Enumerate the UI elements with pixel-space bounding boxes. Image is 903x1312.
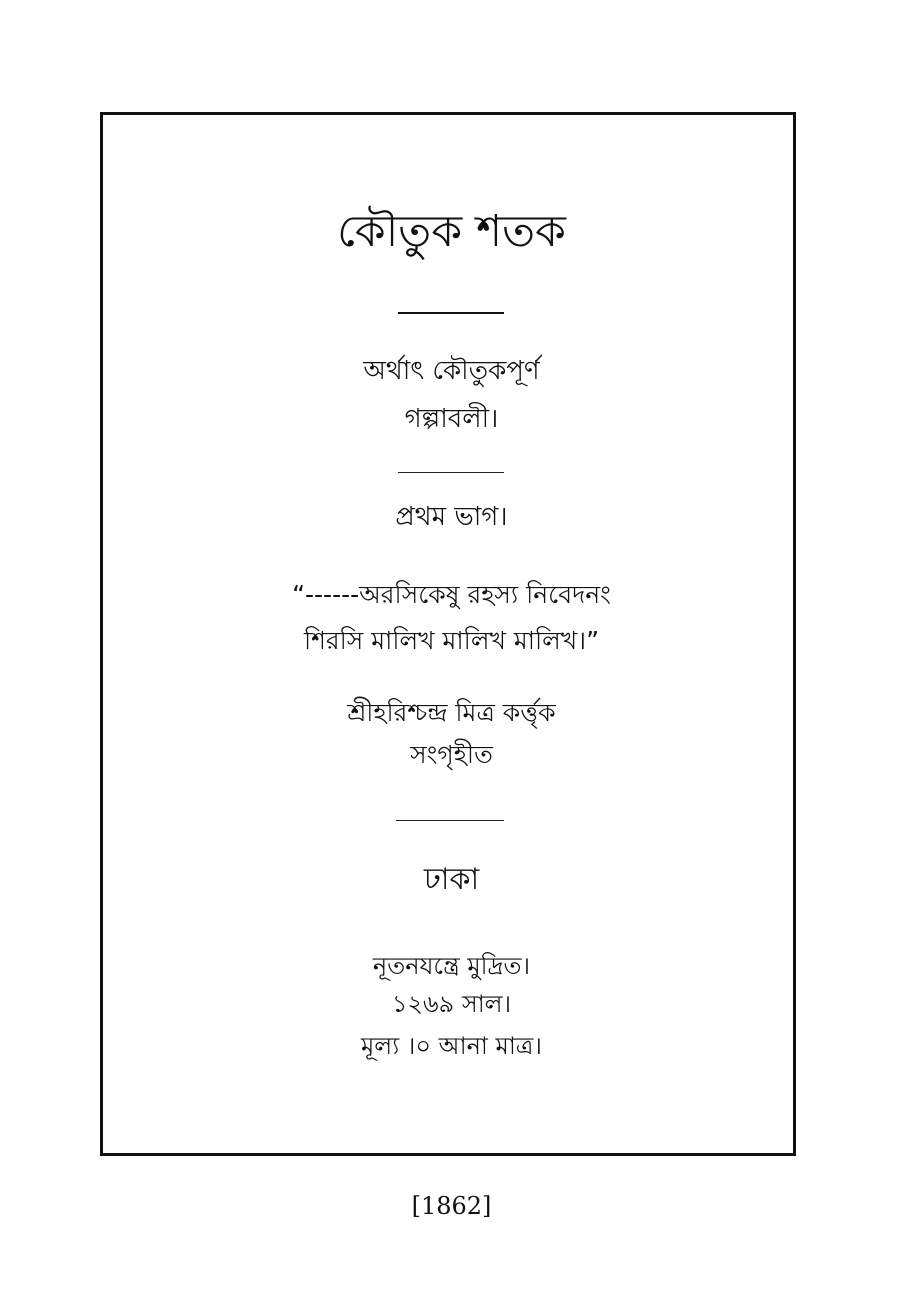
author-line-1: শ্রীহরিশ্চন্দ্র মিত্র কর্ত্তৃক [347,698,556,727]
divider-rule-1 [398,312,504,314]
epigraph-line-2: শিরসি মালিখ মালিখ মালিখ।” [303,626,600,655]
divider-rule-3 [396,820,504,821]
author-line-2: সংগৃহীত [410,740,493,769]
book-title: কৌতুক শতক [337,206,566,257]
epigraph-line-1: “------অরসিকেষু রহস্য নিবেদনং [292,580,611,609]
publication-place: ঢাকা [423,862,480,897]
part-label: প্রথম ভাগ। [395,502,508,532]
subtitle-line-1: অর্থাৎ কৌতুকপূর্ণ [363,356,540,386]
press-line: নূতনযন্ত্রে মুদ্রিত। [372,952,531,980]
divider-rule-2 [398,472,504,473]
footer-year: [1862] [411,1192,492,1220]
year-bengali: ১২৬৯ সাল। [391,990,512,1018]
subtitle-line-2: গল্পাবলী। [404,404,499,434]
price-line: মূল্য ।০ আনা মাত্র। [360,1032,543,1060]
